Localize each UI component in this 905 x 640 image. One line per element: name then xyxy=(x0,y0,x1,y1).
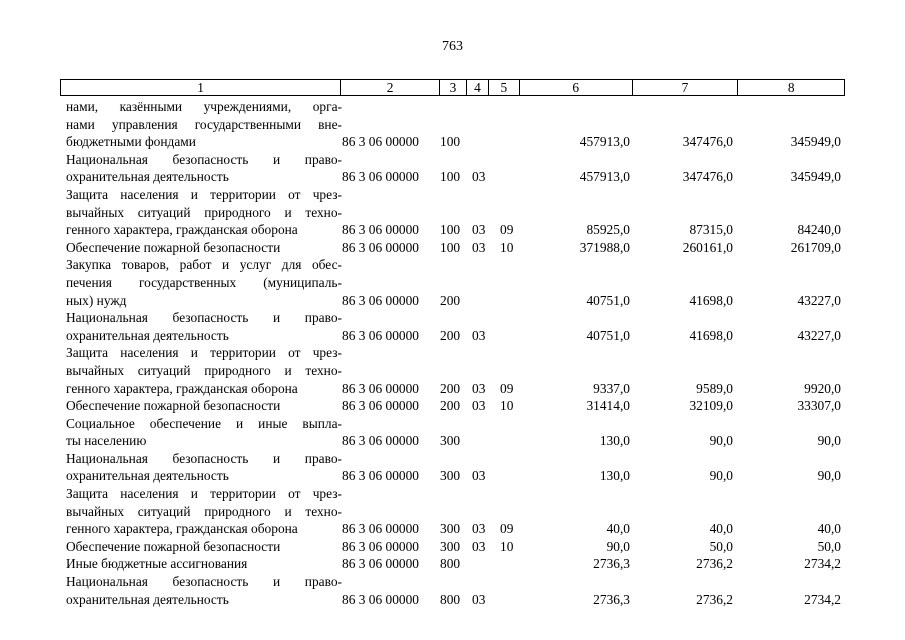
row-value-col8: 43227,0 xyxy=(797,327,841,343)
row-section: 03 xyxy=(472,239,486,255)
row-name xyxy=(66,344,342,397)
row-name-line: охранительная деятельность xyxy=(66,169,229,185)
table-row xyxy=(66,344,846,397)
row-value-col6: 85925,0 xyxy=(586,222,630,238)
row-subsection: 10 xyxy=(500,239,514,255)
row-name-line: Защита населения и территории от чрез- xyxy=(66,486,342,502)
table-row xyxy=(66,485,846,538)
row-value-col6: 40751,0 xyxy=(586,292,630,308)
row-code: 86 3 06 00000 xyxy=(342,169,419,185)
row-code: 86 3 06 00000 xyxy=(342,327,419,343)
row-name xyxy=(66,555,342,573)
row-name-line: Национальная безопасность и право- xyxy=(66,151,342,167)
row-value-col8: 2734,2 xyxy=(804,591,841,607)
row-name-line: охранительная деятельность xyxy=(66,591,229,607)
row-value-col7: 41698,0 xyxy=(689,327,733,343)
table-row xyxy=(66,186,846,239)
row-subsection: 09 xyxy=(500,222,514,238)
row-name xyxy=(66,573,342,608)
row-section: 03 xyxy=(472,591,486,607)
row-value-col6: 40,0 xyxy=(606,521,630,537)
row-value-col6: 130,0 xyxy=(599,468,630,484)
table-row xyxy=(66,256,846,309)
row-code: 86 3 06 00000 xyxy=(342,556,419,572)
row-section: 03 xyxy=(472,222,486,238)
row-value-col8: 2734,2 xyxy=(804,556,841,572)
row-section: 03 xyxy=(472,468,486,484)
row-value-col8: 84240,0 xyxy=(797,222,841,238)
row-expense-type: 100 xyxy=(440,134,461,150)
header-col-1: 1 xyxy=(61,80,341,95)
row-subsection: 10 xyxy=(500,538,514,554)
row-subsection: 09 xyxy=(500,521,514,537)
row-value-col7: 260161,0 xyxy=(682,239,733,255)
row-name-line: Защита населения и территории от чрез- xyxy=(66,345,342,361)
row-expense-type: 100 xyxy=(440,222,461,238)
row-code: 86 3 06 00000 xyxy=(342,433,419,449)
row-name-line: ты населению xyxy=(66,433,147,449)
row-value-col6: 31414,0 xyxy=(586,398,630,414)
row-code: 86 3 06 00000 xyxy=(342,538,419,554)
row-value-col7: 40,0 xyxy=(709,521,733,537)
table-row xyxy=(66,538,846,556)
row-name xyxy=(66,450,342,485)
row-section: 03 xyxy=(472,380,486,396)
row-value-col6: 90,0 xyxy=(606,538,630,554)
row-value-col7: 347476,0 xyxy=(682,169,733,185)
row-name xyxy=(66,309,342,344)
row-code: 86 3 06 00000 xyxy=(342,380,419,396)
header-col-4: 4 xyxy=(467,80,489,95)
row-code: 86 3 06 00000 xyxy=(342,134,419,150)
row-name-line: вычайных ситуаций природного и техно- xyxy=(66,503,342,519)
row-expense-type: 300 xyxy=(440,433,461,449)
row-name-line: ных) нужд xyxy=(66,292,127,308)
row-value-col8: 90,0 xyxy=(817,468,841,484)
row-section: 03 xyxy=(472,169,486,185)
row-name-line: Обеспечение пожарной безопасности xyxy=(66,538,281,554)
row-value-col8: 9920,0 xyxy=(804,380,841,396)
row-value-col7: 347476,0 xyxy=(682,134,733,150)
table-row xyxy=(66,450,846,485)
row-name-line: нами, казёнными учреждениями, орга- xyxy=(66,99,342,114)
row-code: 86 3 06 00000 xyxy=(342,591,419,607)
row-value-col7: 90,0 xyxy=(709,468,733,484)
row-expense-type: 300 xyxy=(440,538,461,554)
table-row xyxy=(66,151,846,186)
row-value-col6: 9337,0 xyxy=(593,380,630,396)
table-row xyxy=(66,415,846,450)
row-name-line: нами управления государственными вне- xyxy=(66,116,342,132)
row-value-col7: 90,0 xyxy=(709,433,733,449)
row-expense-type: 800 xyxy=(440,556,461,572)
row-value-col8: 43227,0 xyxy=(797,292,841,308)
row-value-col7: 41698,0 xyxy=(689,292,733,308)
row-name-line: Социальное обеспечение и иные выпла- xyxy=(66,415,342,431)
row-value-col6: 2736,3 xyxy=(593,591,630,607)
row-value-col6: 457913,0 xyxy=(579,169,630,185)
row-value-col7: 9589,0 xyxy=(696,380,733,396)
row-value-col8: 345949,0 xyxy=(790,134,841,150)
row-expense-type: 100 xyxy=(440,239,461,255)
row-value-col6: 371988,0 xyxy=(579,239,630,255)
row-name-line: Защита населения и территории от чрез- xyxy=(66,186,342,202)
row-value-col7: 2736,2 xyxy=(696,591,733,607)
row-code: 86 3 06 00000 xyxy=(342,398,419,414)
row-name-line: генного характера, гражданская оборона xyxy=(66,222,298,238)
page-number: 763 xyxy=(442,39,463,54)
row-value-col7: 50,0 xyxy=(709,538,733,554)
row-value-col7: 2736,2 xyxy=(696,556,733,572)
row-subsection: 10 xyxy=(500,398,514,414)
row-value-col8: 261709,0 xyxy=(790,239,841,255)
row-name-line: вычайных ситуаций природного и техно- xyxy=(66,362,342,378)
row-name-line: вычайных ситуаций природного и техно- xyxy=(66,204,342,220)
row-expense-type: 200 xyxy=(440,292,461,308)
row-code: 86 3 06 00000 xyxy=(342,468,419,484)
row-code: 86 3 06 00000 xyxy=(342,222,419,238)
row-value-col6: 457913,0 xyxy=(579,134,630,150)
row-section: 03 xyxy=(472,538,486,554)
row-name-line: Иные бюджетные ассигнования xyxy=(66,556,248,572)
row-expense-type: 200 xyxy=(440,398,461,414)
row-name-line: Обеспечение пожарной безопасности xyxy=(66,239,281,255)
row-code: 86 3 06 00000 xyxy=(342,521,419,537)
row-name xyxy=(66,186,342,239)
row-name-line: печения государственных (муниципаль- xyxy=(66,274,342,290)
row-section: 03 xyxy=(472,521,486,537)
row-value-col6: 40751,0 xyxy=(586,327,630,343)
row-section: 03 xyxy=(472,398,486,414)
row-code: 86 3 06 00000 xyxy=(342,292,419,308)
row-name-line: охранительная деятельность xyxy=(66,468,229,484)
row-value-col7: 87315,0 xyxy=(689,222,733,238)
row-expense-type: 200 xyxy=(440,380,461,396)
row-value-col8: 40,0 xyxy=(817,521,841,537)
header-col-3: 3 xyxy=(440,80,467,95)
row-name xyxy=(66,397,342,415)
row-name-line: Национальная безопасность и право- xyxy=(66,310,342,326)
row-name-line: генного характера, гражданская оборона xyxy=(66,521,298,537)
row-code: 86 3 06 00000 xyxy=(342,239,419,255)
table-header xyxy=(60,79,845,96)
row-value-col6: 2736,3 xyxy=(593,556,630,572)
row-value-col6: 130,0 xyxy=(599,433,630,449)
table-body xyxy=(66,98,846,608)
row-value-col8: 345949,0 xyxy=(790,169,841,185)
table-row xyxy=(66,98,846,151)
header-col-6: 6 xyxy=(520,80,633,95)
row-name xyxy=(66,256,342,309)
row-expense-type: 100 xyxy=(440,169,461,185)
row-name xyxy=(66,239,342,257)
row-value-col7: 32109,0 xyxy=(689,398,733,414)
table-row xyxy=(66,573,846,608)
row-name-line: Национальная безопасность и право- xyxy=(66,574,342,590)
row-value-col8: 90,0 xyxy=(817,433,841,449)
row-expense-type: 200 xyxy=(440,327,461,343)
row-name-line: Закупка товаров, работ и услуг для обес- xyxy=(66,257,342,273)
table-row xyxy=(66,397,846,415)
row-value-col8: 33307,0 xyxy=(797,398,841,414)
row-name xyxy=(66,98,342,151)
row-name-line: бюджетными фондами xyxy=(66,134,196,150)
row-name-line: Национальная безопасность и право- xyxy=(66,450,342,466)
header-col-8: 8 xyxy=(787,80,795,95)
row-expense-type: 300 xyxy=(440,468,461,484)
table-row xyxy=(66,309,846,344)
row-name-line: охранительная деятельность xyxy=(66,327,229,343)
row-name xyxy=(66,415,342,450)
header-col-2: 2 xyxy=(341,80,440,95)
row-subsection: 09 xyxy=(500,380,514,396)
header-col-5: 5 xyxy=(489,80,520,95)
row-expense-type: 800 xyxy=(440,591,461,607)
row-section: 03 xyxy=(472,327,486,343)
row-name-line: генного характера, гражданская оборона xyxy=(66,380,298,396)
table-row xyxy=(66,555,846,573)
header-col-7: 7 xyxy=(633,80,739,95)
table-row xyxy=(66,239,846,257)
row-name xyxy=(66,485,342,538)
row-expense-type: 300 xyxy=(440,521,461,537)
row-name-line: Обеспечение пожарной безопасности xyxy=(66,398,281,414)
row-value-col8: 50,0 xyxy=(817,538,841,554)
row-name xyxy=(66,151,342,186)
row-name xyxy=(66,538,342,556)
